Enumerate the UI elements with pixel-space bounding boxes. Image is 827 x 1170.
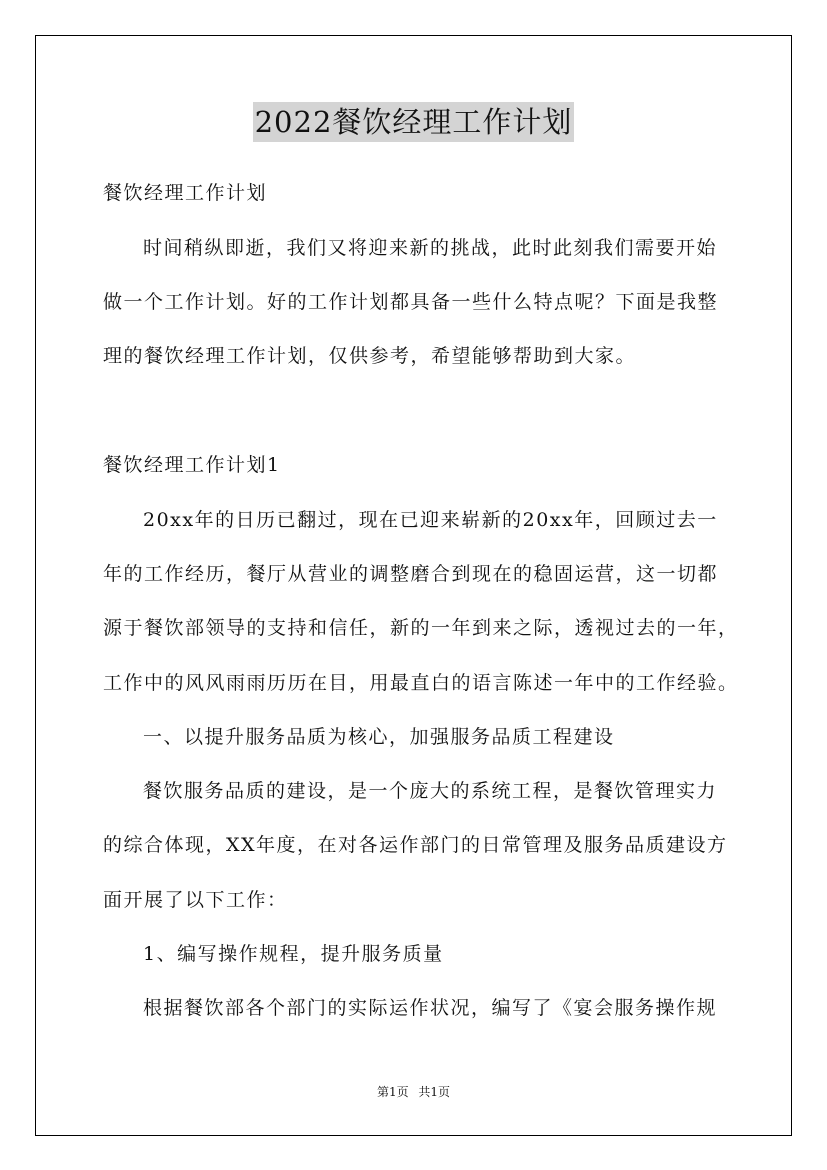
paragraph-line: 时间稍纵即逝，我们又将迎来新的挑战，此时此刻我们需要开始 bbox=[143, 237, 718, 259]
paragraph-line: 的综合体现，XX年度，在对各运作部门的日常管理及服务品质建设方 bbox=[103, 834, 728, 856]
section-heading: 餐饮经理工作计划 bbox=[103, 182, 268, 204]
subsection-heading: 一、以提升服务品质为核心，加强服务品质工程建设 bbox=[143, 726, 615, 748]
paragraph-line: 工作中的风风雨雨历历在目，用最直白的语言陈述一年中的工作经验。 bbox=[103, 672, 739, 694]
page-total: 共1页 bbox=[418, 1085, 451, 1099]
document-title: 2022餐饮经理工作计划 bbox=[253, 102, 575, 142]
paragraph-line: 源于餐饮部领导的支持和信任，新的一年到来之际，透视过去的一年， bbox=[103, 617, 739, 639]
paragraph-line: 面开展了以下工作： bbox=[103, 889, 288, 911]
section-heading: 餐饮经理工作计划1 bbox=[103, 454, 281, 476]
paragraph-line: 理的餐饮经理工作计划，仅供参考，希望能够帮助到大家。 bbox=[103, 345, 637, 367]
paragraph-line: 餐饮服务品质的建设，是一个庞大的系统工程，是餐饮管理实力 bbox=[143, 780, 718, 802]
subsection-heading: 1、编写操作规程，提升服务质量 bbox=[143, 943, 444, 965]
title-container bbox=[0, 102, 827, 142]
page-footer bbox=[0, 1084, 827, 1100]
page-number: 第1页 bbox=[376, 1085, 409, 1099]
paragraph-line: 20xx年的日历已翻过，现在已迎来崭新的20xx年，回顾过去一 bbox=[143, 509, 718, 531]
paragraph-line: 根据餐饮部各个部门的实际运作状况，编写了《宴会服务操作规 bbox=[143, 997, 718, 1019]
paragraph-line: 做一个工作计划。好的工作计划都具备一些什么特点呢？下面是我整 bbox=[103, 291, 719, 313]
paragraph-line: 年的工作经历，餐厅从营业的调整磨合到现在的稳固运营，这一切都 bbox=[103, 563, 719, 585]
